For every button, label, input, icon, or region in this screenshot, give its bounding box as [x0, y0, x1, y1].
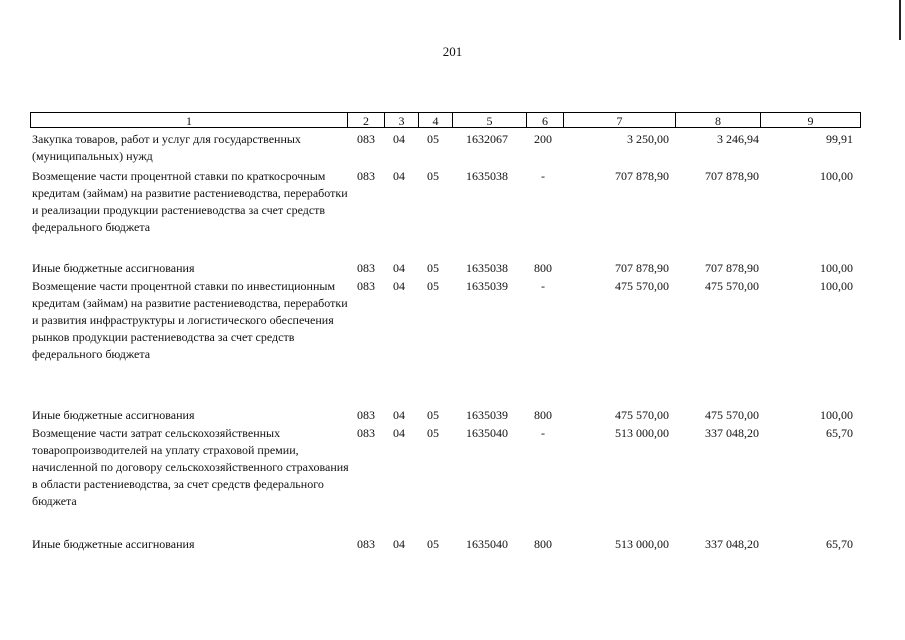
- column-header-4: 4: [418, 112, 453, 128]
- row-name: Иные бюджетные ассигнования: [32, 261, 195, 275]
- row-planned: 513 000,00: [615, 426, 669, 440]
- column-header-3: 3: [384, 112, 419, 128]
- row-code-pr: 05: [427, 537, 439, 551]
- row-planned: 475 570,00: [615, 408, 669, 422]
- margin-mark: [899, 0, 901, 40]
- row-name: Иные бюджетные ассигнования: [32, 408, 195, 422]
- row-actual: 3 246,94: [717, 132, 759, 146]
- row-code-gr: 083: [357, 537, 375, 551]
- column-header-7: 7: [563, 112, 676, 128]
- row-code-csr: 1635039: [466, 279, 508, 293]
- row-actual: 707 878,90: [705, 169, 759, 183]
- row-code-pr: 05: [427, 426, 439, 440]
- row-code-vr: -: [541, 169, 545, 183]
- row-name: Возмещение части процентной ставки по инвестиционным кредитам (займам) на развитие растениеводства, переработки и развития инфраструктуры и логистического обеспечения рынков продукции растениеводства за счет средств федерального бюджета: [32, 279, 348, 361]
- column-header-9: 9: [760, 112, 861, 128]
- row-code-csr: 1635039: [466, 408, 508, 422]
- row-percent: 65,70: [826, 426, 853, 440]
- row-code-gr: 083: [357, 408, 375, 422]
- column-header-8: 8: [675, 112, 761, 128]
- row-planned: 475 570,00: [615, 279, 669, 293]
- row-code-pr: 05: [427, 132, 439, 146]
- row-code-rz: 04: [393, 169, 405, 183]
- row-code-rz: 04: [393, 132, 405, 146]
- row-code-vr: -: [541, 279, 545, 293]
- row-code-csr: 1635038: [466, 261, 508, 275]
- row-actual: 475 570,00: [705, 279, 759, 293]
- row-code-pr: 05: [427, 169, 439, 183]
- row-code-pr: 05: [427, 261, 439, 275]
- row-code-csr: 1635040: [466, 537, 508, 551]
- row-percent: 100,00: [820, 261, 853, 275]
- row-code-vr: 800: [534, 261, 552, 275]
- row-code-rz: 04: [393, 279, 405, 293]
- row-code-vr: 800: [534, 408, 552, 422]
- row-percent: 99,91: [826, 132, 853, 146]
- row-percent: 100,00: [820, 408, 853, 422]
- row-percent: 100,00: [820, 279, 853, 293]
- row-planned: 707 878,90: [615, 261, 669, 275]
- row-code-rz: 04: [393, 537, 405, 551]
- row-name: Закупка товаров, работ и услуг для государственных (муниципальных) нужд: [32, 132, 301, 163]
- row-name: Иные бюджетные ассигнования: [32, 537, 195, 551]
- row-code-csr: 1632067: [466, 132, 508, 146]
- row-name: Возмещение части затрат сельскохозяйственных товаропроизводителей на уплату страховой премии, начисленной по договору сельскохозяйственного страхования в области растениеводства, за счет средств федерального бюджета: [32, 426, 349, 508]
- row-code-rz: 04: [393, 261, 405, 275]
- column-header-5: 5: [452, 112, 527, 128]
- row-percent: 65,70: [826, 537, 853, 551]
- row-code-pr: 05: [427, 279, 439, 293]
- row-actual: 337 048,20: [705, 537, 759, 551]
- row-planned: 707 878,90: [615, 169, 669, 183]
- row-code-vr: -: [541, 426, 545, 440]
- row-actual: 475 570,00: [705, 408, 759, 422]
- row-code-gr: 083: [357, 261, 375, 275]
- row-code-gr: 083: [357, 132, 375, 146]
- column-header-2: 2: [347, 112, 385, 128]
- column-header-6: 6: [526, 112, 564, 128]
- row-name: Возмещение части процентной ставки по краткосрочным кредитам (займам) на развитие растениеводства, переработки и реализации продукции растениеводства за счет средств федерального бюджета: [32, 169, 348, 234]
- row-code-rz: 04: [393, 408, 405, 422]
- column-header-1: 1: [30, 112, 348, 128]
- row-code-vr: 800: [534, 537, 552, 551]
- page-number: 201: [442, 44, 463, 59]
- row-code-csr: 1635040: [466, 426, 508, 440]
- row-percent: 100,00: [820, 169, 853, 183]
- row-code-gr: 083: [357, 169, 375, 183]
- row-code-csr: 1635038: [466, 169, 508, 183]
- row-planned: 513 000,00: [615, 537, 669, 551]
- row-actual: 707 878,90: [705, 261, 759, 275]
- row-actual: 337 048,20: [705, 426, 759, 440]
- row-code-pr: 05: [427, 408, 439, 422]
- row-planned: 3 250,00: [627, 132, 669, 146]
- row-code-gr: 083: [357, 426, 375, 440]
- row-code-gr: 083: [357, 279, 375, 293]
- row-code-vr: 200: [534, 132, 552, 146]
- row-code-rz: 04: [393, 426, 405, 440]
